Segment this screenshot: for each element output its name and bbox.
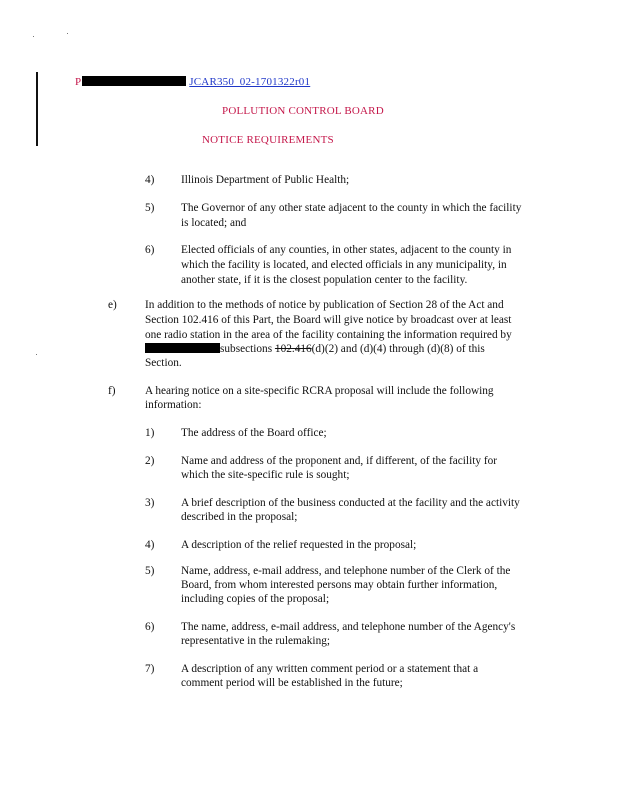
list-item-text: is located; and xyxy=(181,217,247,229)
list-item-text: representative in the rulemaking; xyxy=(181,635,330,647)
list-item-number: 2) xyxy=(145,455,155,467)
section-text: subsections xyxy=(220,343,275,355)
redaction-block xyxy=(82,76,186,86)
list-item-number: 4) xyxy=(145,174,155,186)
section-text: (d)(2) and (d)(4) through (d)(8) of this xyxy=(311,343,485,355)
list-item-text: The address of the Board office; xyxy=(181,427,327,439)
list-item-number: 6) xyxy=(145,244,155,256)
list-item-text: described in the proposal; xyxy=(181,511,298,523)
list-item-number: 5) xyxy=(145,565,155,577)
list-item-text: which the facility is located, and elected officials in any municipality, in xyxy=(181,259,507,271)
list-item-number: 6) xyxy=(145,621,155,633)
struck-citation: 102.416 xyxy=(274,343,312,355)
docket-line xyxy=(75,75,310,90)
header-subtitle: NOTICE REQUIREMENTS xyxy=(202,134,334,146)
section-label: e) xyxy=(108,299,117,311)
list-item-text: another state, if it is the closest population center to the facility. xyxy=(181,274,468,286)
section-text: Section. xyxy=(145,357,182,369)
list-item-number: 7) xyxy=(145,663,155,675)
section-text: A hearing notice on a site-specific RCRA proposal will include the following xyxy=(145,385,494,397)
list-item-number: 3) xyxy=(145,497,155,509)
list-item-text: A brief description of the business conducted at the facility and the activity xyxy=(181,497,520,509)
section-text: information: xyxy=(145,399,202,411)
section-text: Section 102.416 of this Part, the Board will give notice by broadcast over at least xyxy=(145,314,512,326)
list-item-text: Elected officials of any counties, in other states, adjacent to the county in xyxy=(181,244,512,256)
scan-speck xyxy=(36,354,37,355)
list-item-text: The Governor of any other state adjacent to the county in which the facility xyxy=(181,202,522,214)
list-item-text: Board, from whom interested persons may obtain further information, xyxy=(181,579,498,591)
docket-id: JCAR350_02-1701322r01 xyxy=(189,76,311,88)
section-text: one radio station in the area of the facility containing the information required by xyxy=(145,329,512,341)
list-item-text: Name and address of the proponent and, if different, of the facility for xyxy=(181,455,497,467)
list-item-text: including copies of the proposal; xyxy=(181,593,330,605)
section-label: f) xyxy=(108,385,116,397)
section-text-line xyxy=(145,342,485,357)
list-item-number: 4) xyxy=(145,539,155,551)
list-item-text: Name, address, e-mail address, and telephone number of the Clerk of the xyxy=(181,565,511,577)
list-item-text: Illinois Department of Public Health; xyxy=(181,174,350,186)
revision-bar xyxy=(36,72,38,146)
section-text: In addition to the methods of notice by publication of Section 28 of the Act and xyxy=(145,299,504,311)
scan-speck xyxy=(33,36,34,37)
list-item-text: The name, address, e-mail address, and telephone number of the Agency's xyxy=(181,621,516,633)
list-item-number: 1) xyxy=(145,427,155,439)
header-title: POLLUTION CONTROL BOARD xyxy=(222,105,384,117)
list-item-text: A description of any written comment period or a statement that a xyxy=(181,663,479,675)
docket-prefix: P xyxy=(75,76,82,88)
list-item-number: 5) xyxy=(145,202,155,214)
list-item-text: which the site-specific rule is sought; xyxy=(181,469,350,481)
list-item-text: comment period will be established in the future; xyxy=(181,677,403,689)
list-item-text: A description of the relief requested in the proposal; xyxy=(181,539,417,551)
scan-speck xyxy=(67,33,68,34)
redaction-block xyxy=(145,343,220,353)
